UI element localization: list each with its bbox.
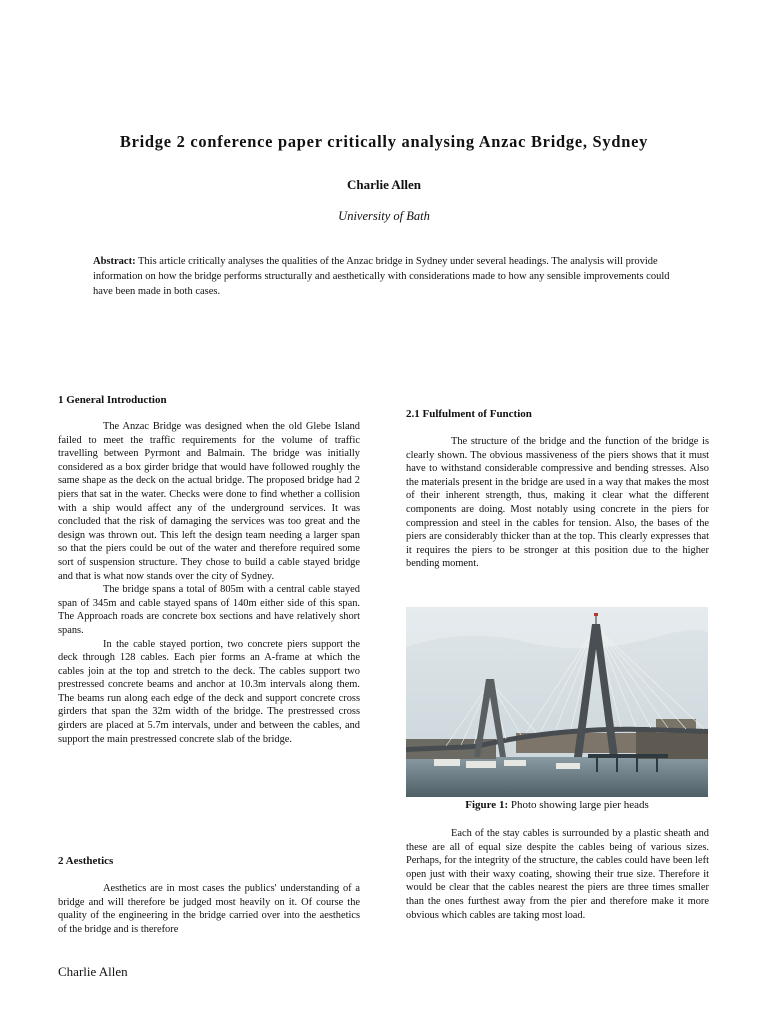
paper-title: Bridge 2 conference paper critically analysing Anzac Bridge, Sydney	[119, 132, 649, 151]
aesthetics-body	[58, 882, 360, 936]
figure-caption-text: Photo showing large pier heads	[508, 799, 649, 811]
section-heading-general-introduction: 1 General Introduction	[58, 394, 167, 406]
figure-label: Figure 1:	[465, 799, 509, 811]
abstract-text: This article critically analyses the qualities of the Anzac bridge in Sydney under several headings. The analysis will provide information on how the bridge performs structurally and aesthetically with considerations made to how any sensible improvements could have been made in both cases.	[93, 256, 670, 297]
figure-caption	[406, 799, 708, 811]
abstract-label: Abstract:	[93, 256, 136, 267]
paragraph: In the cable stayed portion, two concrete piers support the deck through 128 cables. Each pier forms an A-frame at which the cables join at the top and stretch to the deck. The cables support two prestressed concrete beams and anchor at 10.3m intervals along them. The beams run along each edge of the deck and support concrete cross girders that span the 32m width of the bridge. The prestressed cross girders are placed at 5.7m intervals, under and between the cables, and support the main prestressed concrete slab of the bridge.	[58, 638, 360, 745]
bridge-photo	[406, 607, 708, 797]
section-heading-aesthetics: 2 Aesthetics	[58, 855, 114, 867]
stay-cables-body	[406, 827, 709, 922]
paper-affiliation: University of Bath	[338, 209, 430, 223]
paper-author: Charlie Allen	[346, 177, 422, 192]
section-heading-fulfilment-of-function: 2.1 Fulfulment of Function	[406, 408, 532, 420]
paragraph: The structure of the bridge and the function of the bridge is clearly shown. The obvious massiveness of the piers shows that it must have to withstand considerable compressive and bending stresses. Also the materials present in the bridge are used in a way that makes the most of their inherent strength, thus, making it clear what the different components are doing. Most notably using concrete in the piers for compression and steel in the cables for tension. Also, the bases of the piers are considerably thicker than at the top. This clearly expresses that it requires the piers to be stronger at this position due to the higher bending moment.	[406, 436, 709, 570]
general-introduction-body	[58, 420, 360, 746]
footer-author: Charlie Allen	[58, 964, 128, 979]
paragraph: Aesthetics are in most cases the publics' understanding of a bridge and will therefore be judged most heavily on it. Of course the quality of the engineering in the bridge carried over into the aesthetics of the bridge and is therefore	[58, 883, 360, 935]
paragraph: The Anzac Bridge was designed when the old Glebe Island failed to meet the traffic requirements for the volume of traffic travelling between Pyrmont and Balmain. The bridge was initially considered as a box girder bridge that would have followed roughly the same shape as the deck on the actual bridge. The proposed bridge had 2 piers that sat in the water. Checks were done to find whether a collision with a ship would affect any of the underground services. It was concluded that the risk of damaging the services was too great and the design was thrown out. This left the design team needing a larger span so that the piers could be out of the water and therefore required some sort of suspension structure. They chose to build a cable stayed bridge and that is what now stands over the city of Sydney.	[58, 421, 360, 582]
paragraph: Each of the stay cables is surrounded by a plastic sheath and these are all of equal size despite the cables being of various sizes. Perhaps, for the integrity of the structure, the cables could have been left open just with their waxy coating, showing their true size. Therefore it would be clear that the cables nearest the piers are three times smaller than the ones furthest away from the pier and therefore make it more obvious which cables are taking most load.	[406, 828, 709, 921]
paragraph: The bridge spans a total of 805m with a central cable stayed span of 345m and cable stayed spans of 140m either side of this span. The Approach roads are concrete box sections and have relatively short spans.	[58, 584, 360, 636]
abstract	[93, 254, 679, 299]
fulfilment-of-function-body	[406, 435, 709, 571]
